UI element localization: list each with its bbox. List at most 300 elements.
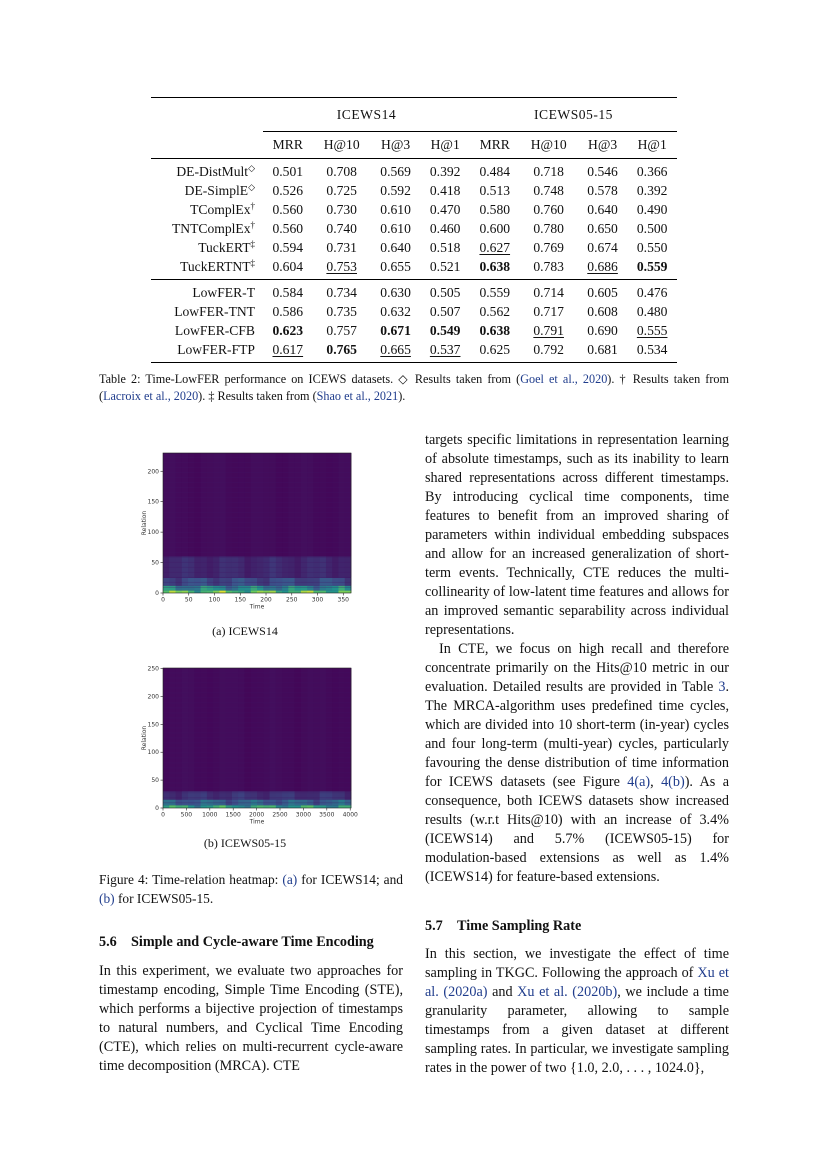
heatmap-cell: [182, 578, 189, 586]
table-cell: 0.623: [272, 323, 304, 338]
x-axis-label: Time: [249, 818, 265, 826]
table-cell: 0.559: [636, 259, 668, 274]
heatmap-cell: [326, 591, 333, 593]
heatmap-cell: [251, 453, 258, 556]
heatmap-cell: [345, 586, 352, 591]
table-cell: 0.513: [479, 183, 511, 198]
heatmap-stripe: [163, 472, 351, 473]
table-cell: 0.366: [636, 164, 668, 179]
column-header: H@1: [430, 137, 460, 152]
table-cell: 0.490: [636, 202, 668, 217]
heatmap-cell: [194, 453, 201, 556]
heatmap-stripe: [163, 672, 351, 673]
x-tick-label: 150: [234, 596, 246, 604]
heatmap-cell: [307, 578, 314, 586]
y-tick-label: 0: [155, 805, 159, 812]
heatmap-cell: [282, 453, 289, 556]
table-cell: 0.586: [272, 304, 304, 319]
table-cell: 0.584: [272, 285, 304, 300]
heatmap-stripe: [163, 477, 351, 478]
x-tick-label: 500: [180, 811, 193, 819]
table-cell: 0.484: [479, 164, 511, 179]
heatmap-cell: [320, 805, 327, 808]
x-tick-label: 200: [260, 596, 272, 604]
heatmap-cell: [163, 453, 170, 556]
heatmap-stripe: [163, 732, 351, 733]
heatmap-cell: [251, 805, 258, 808]
table-cell: 0.638: [479, 323, 511, 338]
heatmap-cell: [332, 453, 339, 556]
y-axis-label: Relation: [141, 510, 148, 536]
table-cell: 0.518: [429, 240, 461, 255]
heatmap-cell: [295, 453, 302, 556]
heatmap-cell: [219, 805, 226, 808]
heatmap-stripe: [163, 522, 351, 523]
table-cell: 0.760: [533, 202, 564, 217]
heatmap-cell: [201, 586, 208, 591]
heatmap-cell: [257, 453, 264, 556]
table-row: [151, 340, 677, 359]
citation-shao[interactable]: Shao et al., 2021: [316, 389, 399, 403]
source-mark: ◇: [248, 163, 255, 173]
heatmap-cell: [276, 591, 283, 593]
heatmap-cell: [345, 805, 352, 808]
heatmap-cell: [301, 586, 308, 591]
citation-xu-2020b[interactable]: Xu et al. (2020b): [517, 984, 618, 1000]
heatmap-stripe: [163, 792, 351, 793]
heatmap-stripe: [163, 767, 351, 768]
table-cell: 0.780: [533, 221, 564, 236]
source-mark: ◇: [248, 182, 255, 192]
heatmap-stripe: [163, 777, 351, 778]
table-ref-3[interactable]: 3: [718, 679, 726, 695]
heatmap-stripe: [163, 797, 351, 798]
figure-ref-b[interactable]: (b): [99, 891, 115, 906]
group-header-icews14: ICEWS14: [263, 98, 470, 132]
heatmap-cell: [176, 453, 183, 556]
table-cell: 0.526: [272, 183, 304, 198]
x-axis-label: Time: [249, 603, 265, 611]
table-cell: 0.392: [636, 183, 668, 198]
table-cell: 0.476: [636, 285, 668, 300]
heatmap-stripe: [163, 467, 351, 468]
heatmap-stripe: [163, 802, 351, 803]
model-name: LowFER-TNT: [174, 304, 255, 319]
heatmap-cell: [345, 591, 352, 593]
heatmap-cell: [307, 453, 314, 556]
citation-lacroix[interactable]: Lacroix et al., 2020: [103, 389, 199, 403]
heatmap-stripe: [163, 747, 351, 748]
table-cell: 0.578: [587, 183, 618, 198]
heatmap-cell: [188, 453, 195, 556]
citation-goel[interactable]: Goel et al., 2020: [520, 372, 608, 386]
heatmap-stripe: [163, 717, 351, 718]
y-tick-label: 50: [151, 559, 159, 567]
table-cell: 0.731: [326, 240, 357, 255]
heatmap-cell: [169, 453, 176, 556]
table-row: [151, 302, 677, 321]
heatmap-cell: [238, 591, 245, 593]
x-tick-label: 4000: [342, 811, 358, 819]
heatmap-stripe: [163, 572, 351, 573]
heatmap-cell: [345, 578, 352, 586]
heatmap-stripe: [163, 722, 351, 723]
model-name: LowFER-CFB: [174, 323, 255, 338]
heatmap-cell: [194, 591, 201, 593]
table-caption: Table 2: Time-LowFER performance on ICEWS datasets. ◇ Results taken from (Goel et al., 2020). † Results taken from (Lacroix et al., 2020). ‡ Results taken from (Shao et al., 2021).: [99, 372, 729, 403]
x-tick-label: 300: [311, 596, 324, 604]
heatmap-stripe: [163, 727, 351, 728]
heatmap-cell: [251, 578, 258, 586]
heatmap-cell: [213, 453, 220, 556]
heatmap-cell: [207, 805, 214, 808]
column-header: H@3: [588, 137, 618, 152]
table-cell: 0.569: [380, 164, 411, 179]
heatmap-cell: [263, 453, 270, 556]
heatmap-stripe: [163, 542, 351, 543]
heatmap-stripe: [163, 457, 351, 458]
heatmap-cell: [244, 586, 251, 591]
table-cell: 0.617: [272, 342, 304, 357]
table-cell: 0.748: [533, 183, 564, 198]
heatmap-cell: [270, 453, 277, 556]
heatmap-cell: [219, 453, 226, 556]
table-row: [151, 257, 677, 276]
figure-ref-4a[interactable]: 4(a): [627, 774, 651, 790]
heatmap-cell: [263, 586, 270, 591]
table-cell: 0.765: [326, 342, 357, 357]
table-row: [151, 283, 677, 302]
heatmap-cell: [163, 578, 170, 586]
heatmap-cell: [238, 805, 245, 808]
heatmap-cell: [313, 578, 320, 586]
table-cell: 0.718: [533, 164, 564, 179]
heatmap-cell: [332, 591, 339, 593]
table-cell: 0.480: [636, 304, 668, 319]
heatmap-cell: [338, 586, 345, 591]
heatmap-figure-a: [130, 445, 370, 620]
heatmap-cell: [320, 591, 327, 593]
subcaption-a: (a) ICEWS14: [212, 624, 278, 638]
x-tick-label: 0: [161, 596, 165, 604]
heatmap-stripe: [163, 757, 351, 758]
table-row: [151, 181, 677, 200]
model-name: TuckERTNT‡: [180, 258, 255, 274]
heatmap-stripe: [163, 787, 351, 788]
table-cell: 0.549: [429, 323, 461, 338]
heatmap-cell: [207, 591, 214, 593]
x-tick-label: 1000: [202, 811, 218, 819]
heatmap-cell: [176, 591, 183, 593]
heatmap-cell: [182, 586, 189, 591]
heatmap-cell: [251, 591, 258, 593]
heatmap-stripe: [163, 712, 351, 713]
heatmap-cell: [182, 453, 189, 556]
results-table: [151, 97, 677, 363]
subcaption-b: (b) ICEWS05-15: [203, 836, 287, 850]
heatmap-stripe: [163, 487, 351, 488]
heatmap-cell: [307, 586, 314, 591]
heatmap-cell: [263, 805, 270, 808]
table-cell: 0.418: [429, 183, 461, 198]
heatmap-cell: [320, 586, 327, 591]
heatmap-stripe: [163, 537, 351, 538]
table-cell: 0.690: [587, 323, 618, 338]
heatmap-cell: [169, 591, 176, 593]
section-5-6-heading: 5.6 Simple and Cycle-aware Time Encoding: [99, 934, 374, 950]
heatmap-cell: [201, 578, 208, 586]
heatmap-cell: [282, 805, 289, 808]
heatmap-icews05-15: [130, 660, 370, 830]
heatmap-cell: [213, 578, 220, 586]
heatmap-cell: [194, 586, 201, 591]
table-cell: 0.608: [587, 304, 618, 319]
heatmap-cell: [295, 586, 302, 591]
y-axis-label: Relation: [141, 725, 148, 751]
table-cell: 0.562: [479, 304, 511, 319]
section-5-7-heading: 5.7 Time Sampling Rate: [425, 918, 582, 934]
baseline-rows: [151, 162, 677, 276]
x-tick-label: 0: [161, 811, 165, 819]
x-tick-label: 250: [286, 596, 298, 604]
heatmap-cell: [169, 578, 176, 586]
table-cell: 0.627: [479, 240, 511, 255]
section-5-7-body: In this section, we investigate the effect of time sampling in TKGC. Following the approach of Xu et al. (2020a) and Xu et al. (2020b), we include a time granularity parameter, allowing to sample timestamps from a given dataset at different sampling rates. In particular, we investigate sampling rates in the power of two {1.0, 2.0, . . . , 1024.0},: [425, 946, 729, 1076]
heatmap-cell: [182, 805, 189, 808]
table-cell: 0.734: [326, 285, 357, 300]
heatmap-cell: [201, 453, 208, 556]
paragraph-cte-intro: targets specific limitations in representation learning of absolute timestamps, such as its inability to learn shared representations across different timestamps. By introducing cyclical time components, time features to benefit from an improved sharing of parameters within individual embedding subspaces and allow for an increased generalization of short-term events. Technically, CTE reduces the multi-collinearity of low-latent time features and allows for an improved semantic separability across individual representations.: [425, 432, 729, 638]
heatmap-stripe: [163, 502, 351, 503]
heatmap-cell: [169, 805, 176, 808]
heatmap-cell: [307, 805, 314, 808]
table-cell: 0.674: [587, 240, 618, 255]
heatmap-cell: [332, 805, 339, 808]
heatmap-cell: [201, 591, 208, 593]
heatmap-cell: [182, 591, 189, 593]
heatmap-cell: [194, 805, 201, 808]
heatmap-cell: [207, 453, 214, 556]
table-cell: 0.560: [272, 202, 304, 217]
heatmap-cell: [301, 591, 308, 593]
column-header: H@3: [381, 137, 411, 152]
heatmap-cell: [188, 578, 195, 586]
heatmap-icews14: [130, 445, 370, 615]
table-cell: 0.610: [380, 202, 411, 217]
table-cell: 0.714: [533, 285, 564, 300]
table-cell: 0.521: [429, 259, 461, 274]
heatmap-stripe: [163, 497, 351, 498]
heatmap-figure-b: [130, 660, 370, 835]
heatmap-cell: [188, 586, 195, 591]
heatmap-stripe: [163, 687, 351, 688]
heatmap-cell: [232, 586, 239, 591]
heatmap-cell: [238, 586, 245, 591]
heatmap-cell: [226, 578, 233, 586]
table-cell: 0.783: [533, 259, 564, 274]
table-cell: 0.625: [479, 342, 511, 357]
heatmap-stripe: [163, 532, 351, 533]
y-tick-label: 50: [151, 777, 159, 785]
table-cell: 0.650: [587, 221, 618, 236]
heatmap-cell: [345, 453, 352, 556]
heatmap-stripe: [163, 462, 351, 463]
heatmap-stripe: [163, 552, 351, 553]
heatmap-cell: [213, 591, 220, 593]
y-tick-label: 200: [147, 468, 159, 476]
results-table-grid: [151, 97, 677, 363]
heatmap-cell: [219, 591, 226, 593]
heatmap-cell: [326, 805, 333, 808]
heatmap-cell: [163, 591, 170, 593]
table-row: [151, 200, 677, 219]
source-mark: ‡: [250, 258, 255, 268]
table-cell: 0.725: [326, 183, 357, 198]
figure-caption: Figure 4: Time-relation heatmap: (a) for ICEWS14; and (b) for ICEWS05-15.: [99, 872, 403, 906]
heatmap-stripe: [163, 772, 351, 773]
heatmap-cell: [188, 591, 195, 593]
heatmap-stripe: [163, 527, 351, 528]
heatmap-stripe: [163, 492, 351, 493]
heatmap-cell: [276, 805, 283, 808]
column-header: H@10: [530, 137, 567, 152]
table-cell: 0.681: [587, 342, 618, 357]
heatmap-stripe: [163, 482, 351, 483]
heatmap-cell: [301, 453, 308, 556]
table-cell: 0.730: [326, 202, 357, 217]
heatmap-cell: [270, 805, 277, 808]
table-cell: 0.470: [429, 202, 461, 217]
heatmap-cell: [176, 805, 183, 808]
heatmap-cell: [307, 591, 314, 593]
heatmap-cell: [176, 578, 183, 586]
heatmap-cell: [332, 586, 339, 591]
heatmap-cell: [263, 578, 270, 586]
heatmap-stripe: [163, 742, 351, 743]
heatmap-cell: [257, 591, 264, 593]
heatmap-stripe: [163, 707, 351, 708]
model-name: TComplEx†: [190, 201, 255, 217]
x-tick-label: 1500: [225, 811, 241, 819]
heatmap-cell: [244, 578, 251, 586]
table-cell: 0.555: [636, 323, 668, 338]
heatmap-cell: [295, 805, 302, 808]
table-cell: 0.769: [533, 240, 564, 255]
heatmap-cell: [270, 578, 277, 586]
table-cell: 0.640: [587, 202, 618, 217]
heatmap-cell: [332, 578, 339, 586]
table-cell: 0.791: [533, 323, 564, 338]
table-cell: 0.580: [479, 202, 511, 217]
heatmap-cell: [207, 578, 214, 586]
heatmap-cell: [226, 805, 233, 808]
source-mark: †: [250, 201, 255, 211]
heatmap-cell: [288, 578, 295, 586]
heatmap-stripe: [163, 692, 351, 693]
heatmap-cell: [219, 578, 226, 586]
heatmap-cell: [282, 586, 289, 591]
heatmap-cell: [213, 586, 220, 591]
heatmap-cell: [326, 453, 333, 556]
heatmap-stripe: [163, 512, 351, 513]
heatmap-stripe: [163, 752, 351, 753]
table-cell: 0.537: [429, 342, 461, 357]
heatmap-cell: [276, 578, 283, 586]
heatmap-cell: [263, 591, 270, 593]
heatmap-cell: [282, 591, 289, 593]
heatmap-cell: [295, 578, 302, 586]
figure-ref-a[interactable]: (a): [282, 872, 298, 887]
table-row: [151, 321, 677, 340]
table-cell: 0.665: [380, 342, 411, 357]
heatmap-cell: [244, 805, 251, 808]
heatmap-stripe: [163, 507, 351, 508]
table-cell: 0.559: [479, 285, 511, 300]
heatmap-cell: [282, 578, 289, 586]
model-name: LowFER-T: [192, 285, 255, 300]
citation-xu-2020a[interactable]: Xu et al. (2020a): [425, 965, 729, 1000]
table-cell: 0.600: [479, 221, 511, 236]
table-row: [151, 162, 677, 181]
table-cell: 0.640: [380, 240, 411, 255]
figure-ref-4b[interactable]: 4(b): [661, 774, 685, 790]
table-cell: 0.671: [380, 323, 411, 338]
heatmap-cell: [288, 591, 295, 593]
heatmap-cell: [270, 591, 277, 593]
heatmap-cell: [326, 578, 333, 586]
heatmap-cell: [301, 578, 308, 586]
heatmap-cell: [288, 453, 295, 556]
heatmap-stripe: [163, 567, 351, 568]
table-cell: 0.717: [533, 304, 564, 319]
heatmap-cell: [326, 586, 333, 591]
table-cell: 0.753: [326, 259, 357, 274]
table-cell: 0.735: [326, 304, 357, 319]
y-tick-label: 250: [147, 665, 159, 673]
column-header: H@1: [637, 137, 667, 152]
table-cell: 0.534: [636, 342, 668, 357]
heatmap-cell: [244, 453, 251, 556]
table-cell: 0.686: [587, 259, 618, 274]
x-tick-label: 3000: [295, 811, 312, 819]
table-cell: 0.501: [272, 164, 304, 179]
table-row: [151, 219, 677, 238]
heatmap-stripe: [163, 782, 351, 783]
table-cell: 0.392: [429, 164, 461, 179]
table-cell: 0.708: [326, 164, 357, 179]
heatmap-cell: [257, 578, 264, 586]
heatmap-cell: [257, 586, 264, 591]
heatmap-cell: [226, 453, 233, 556]
heatmap-stripe: [163, 582, 351, 583]
heatmap-cell: [207, 586, 214, 591]
column-header: MRR: [479, 137, 510, 152]
table-cell: 0.507: [429, 304, 461, 319]
heatmap-cell: [313, 805, 320, 808]
table-cell: 0.505: [429, 285, 461, 300]
heatmap-stripe: [163, 587, 351, 588]
table-cell: 0.655: [380, 259, 411, 274]
table-cell: 0.630: [380, 285, 411, 300]
y-tick-label: 100: [147, 749, 159, 757]
table-cell: 0.740: [326, 221, 357, 236]
heatmap-cell: [232, 805, 239, 808]
model-name: TuckERT‡: [198, 239, 255, 255]
heatmap-cell: [338, 591, 345, 593]
heatmap-cell: [276, 453, 283, 556]
right-column-text: [425, 431, 729, 887]
table-cell: 0.594: [272, 240, 304, 255]
